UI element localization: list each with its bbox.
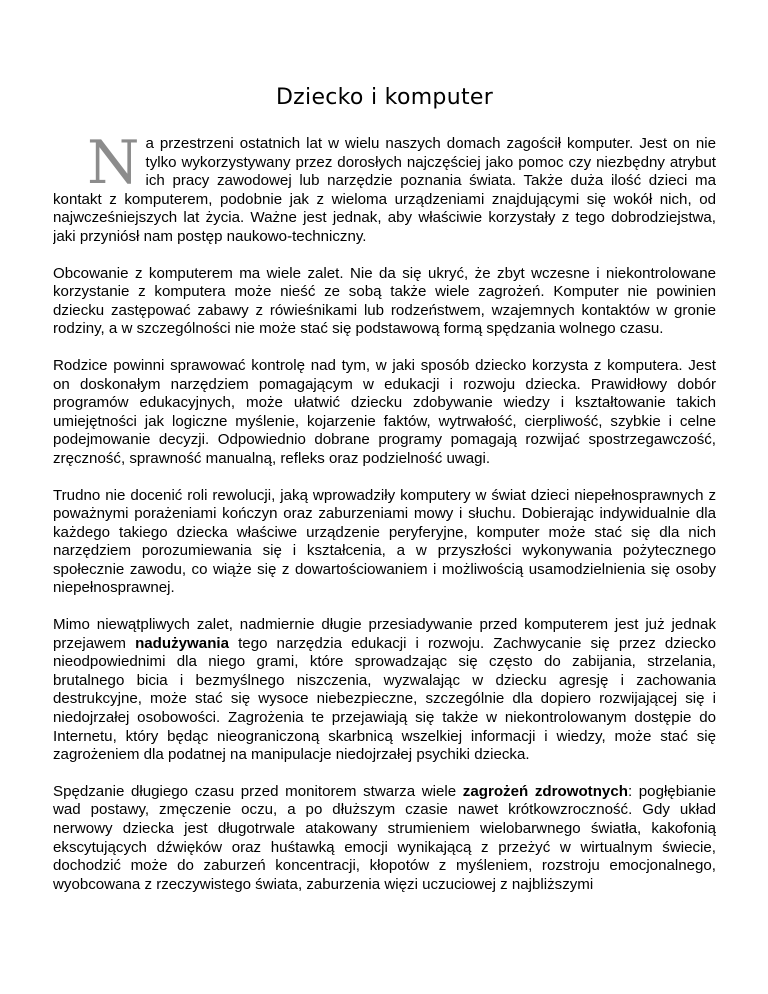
paragraph-overuse-text-before: Mimo niewątpliwych zalet, nadmiernie długie przesiadywanie przed komputerem jest już jednak przejawem (53, 616, 716, 652)
paragraph-overuse-text-after: tego narzędzia edukacji i rozwoju. Zachwycanie się przez dziecko nieodpowiednimi dla niego grami, które sprowadzając się często do zabijania, strzelania, brutalnego bicia i bezmyślnego niszczenia, wyzwalając w dziecku agresję i zachowania destrukcyjne, może stać się wysoce niebezpieczne, szczególnie dla dopiero rozwijającej się i niedojrzałej osobowości. Zagrożenia te przejawiają się także w niekontrolowanym dostępie do Internetu, który będąc nieograniczoną skarbnicą wszelkiej informacji i wiedzy, może stać się zagrożeniem dla podatnej na manipulacje niedojrzałej psychiki dziecka. (53, 634, 716, 764)
emphasis-overuse: nadużywania (135, 634, 230, 652)
paragraph-disabled-children: Trudno nie docenić roli rewolucji, jaką wprowadziły komputery w świat dzieci niepełnosprawnych z poważnymi porażeniami kończyn oraz zaburzeniami mowy i słuchu. Dobierając indywidualnie dla każdego takiego dziecka właściwe urządzenie peryferyjne, komputer może stać się dla nich narzędziem porozumiewania się i kształcenia, a w przyszłości wykonywania pożytecznego społecznie zawodu, co wiąże się z dowartościowaniem i możliwością usamodzielnienia się osoby niepełnosprawnej. (53, 486, 716, 597)
paragraph-health-text-before: Spędzanie długiego czasu przed monitorem stwarza wiele (53, 782, 463, 800)
paragraph-health-text-after: : pogłębianie wad postawy, zmęczenie oczu, a po dłuższym czasie nawet krótkowzroczność. Gdy układ nerwowy dziecka jest długotrwale atakowany strumieniem wielobarwnego światła, kakofonią ekscytujących dźwięków oraz huśtawką emocji wynikającą z przeżyć w wirtualnym świecie, dochodzić może do zaburzeń koncentracji, kłopotów z myśleniem, rozstroju emocjonalnego, wyobcowana z rzeczywistego świata, zaburzenia więzi uczuciowej z najbliższymi (53, 782, 716, 893)
paragraph-parental-control: Rodzice powinni sprawować kontrolę nad tym, w jaki sposób dziecko korzysta z komputera. Jest on doskonałym narzędziem pomagającym w edukacji i rozwoju dziecka. Prawidłowy dobór programów edukacyjnych, może ułatwić dziecku zdobywanie wiedzy i kształtowanie takich umiejętności jak logiczne myślenie, kojarzenie faktów, wytrwałość, cierpliwość, szybkie i celne podejmowanie decyzji. Odpowiednio dobrane programy pomagają rozwijać spostrzegawczość, zręczność, sprawność manualną, refleks oraz podzielność uwagi. (53, 356, 716, 467)
document-page (53, 0, 716, 994)
paragraph-advantages: Obcowanie z komputerem ma wiele zalet. Nie da się ukryć, że zbyt wczesne i niekontrolowane korzystanie z komputera może nieść ze sobą także wiele zagrożeń. Komputer nie powinien dziecku zastępować zabawy z rówieśnikami lub rodzeństwem, wzajemnych kontaktów w gronie rodziny, a w szczególności nie może stać się podstawową formą spędzania wolnego czasu. (53, 264, 716, 338)
paragraph-overuse (53, 616, 716, 765)
paragraph-health-risks (53, 783, 716, 895)
document-title: Dziecko i komputer (275, 85, 494, 110)
paragraph-intro-text: a przestrzeni ostatnich lat w wielu naszych domach zagościł komputer. Jest on nie tylko wykorzystywany przez dorosłych najczęściej jako pomoc czy niezbędny atrybut ich pracy zawodowej lub narzędzie poznania świata. Także duża ilość dzieci ma kontakt z komputerem, podobnie jak z wieloma urządzeniami znajdującymi się wokół nich, od najwcześniejszych lat życia. Ważne jest jednak, aby właściwie korzystały z tego dobrodziejstwa, jaki przyniósł nam postęp naukowo-techniczny. (53, 135, 716, 245)
emphasis-health-risks: zagrożeń zdrowotnych (462, 782, 628, 800)
paragraph-intro (53, 128, 716, 247)
drop-cap-letter: N (87, 128, 140, 198)
